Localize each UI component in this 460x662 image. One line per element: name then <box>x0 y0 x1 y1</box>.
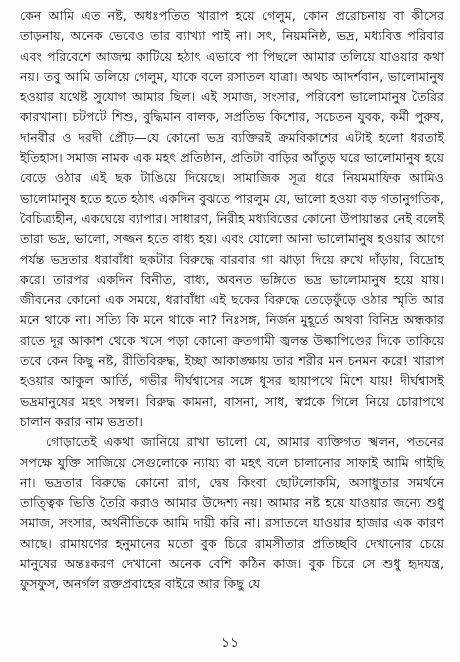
paragraph-1: কেন আমি এত নষ্ট, অধঃপতিত খারাপ হয়ে গেলুম, কোন প্ররোচনায় বা কীসের তাড়নায়, অনেক ভেবেও তার ব্যাখ্যা পাই না। সৎ, নিয়মনিষ্ঠ, ভদ্র, মধ্যবিত্ত পরিবার এবং পরিবেশে আজন্ম কাটিয়ে হঠাৎ এভাবে পা পিছলে আমার তলিয়ে যাওয়ার কথা নয়। তবু আমি তলিয়ে গেলুম, যাকে বলে রসাতল যাত্রা। অথচ আদর্শবান, ভালোমানুষ হওয়ার যথেষ্ট সুযোগ আমার ছিল। এই সমাজ, সংসার, পরিবেশ ভালোমানুষ তৈরির কারখানা। চটপটে শিশু, বুদ্ধিমান বালক, সপ্রতিভ কিশোর, সচেতন যুবক, কর্মী পুরুষ, দানবীর ও দরদী প্রৌঢ়—যে কোনো ভদ্র ব্যক্তিরই ক্রমবিকাশের এটাই হলো ধরতাই ইতিহাস। সমাজ নামক এক মহৎ প্রতিষ্ঠান, প্রতিটা বাড়ির আঁতুড় ঘরে ভালোমানুষ হয়ে বেড়ে ওঠার এই ছক টাঙিয়ে দিয়েছে। সামাজিক সূত্র ধরে নিয়মমাফিক আমিও ভালোমানুষ হতে হতে হঠাৎ একদিন বুঝতে পারলুম যে, ভালো হওয়া বড় গতানুগতিক, বৈচিত্র্যহীন, একঘেয়ে ব্যাপার। সাধারণ, নিরীহ মধ্যবিত্তের কোনো উপায়ান্তর নেই বলেই তারা ভদ্র, ভালো, সজ্জন হতে বাধ্য হয়। এবং যোলো আনা ভালোমানুষ হওয়ার আগে পর্যন্ত ভদ্রতার ধরাবাঁধা ছকটার বিরুদ্ধে বারবার গা ঝাড়া দিয়ে রুখে দাঁড়ায়, বিদ্রোহ করে। তারপর একদিন বিনীত, বাধ্য, অবনত ভঙ্গিতে ভদ্র ভালোমানুষ হয়ে যায়। জীবনের কোনো এক সময়ে, ধরাবাঁধা এই ছকের বিরুদ্ধে তেড়েফুঁড়ে ওঠার স্মৃতি আর মনে থাকে না। সত্যি কি মনে থাকে না? নিঃসঙ্গ, নির্জন মুহূর্তে অথবা বিনিদ্র অন্ধকার রাতে দূর আকাশ থেকে খসে পড়া কোনো ক্রতগামী জ্বলন্ত উল্কাপিণ্ডের দিকে তাকিয়ে তবে কেন কিছু নষ্ট, রীতিবিরুদ্ধ, ইচ্ছা আকাঙ্ক্ষায় তার শরীর মন চনমন করে! খারাপ হওয়ার আকুল আর্তি, গভীর দীর্ঘশ্বাসের সঙ্গে ধূসর ছায়াপথে মিশে যায়! দীর্ঘশ্বাসই ভদ্রমানুষের মহৎ সম্বল। বিরুদ্ধ কামনা, বাসনা, সাধ, স্বপ্নকে গিলে নিয়ে চোরাপথে চালান করার নাম ভদ্রতা। <box>20 8 444 429</box>
body-text <box>20 6 444 595</box>
paragraph-2: গোড়াতেই একথা জানিয়ে রাখা ভালো যে, আমার ব্যক্তিগত স্খলন, পতনের সপক্ষে যুক্তি সাজিয়ে সেগুলোকে ন্যায্য বা মহৎ বলে চালানোর সাফাই আমি গাইছি না। ভদ্রতার বিরুদ্ধে কোনো রাগ, দ্বেষ কিংবা ছোটলোকমি, অসাধুতার সমর্থনে তাত্ত্বিক ভিত্তি তৈরি করাও আমার উদ্দেশ্য নয়। আমার নষ্ট হয়ে যাওয়ার জন্যে শুধু সমাজ, সংসার, অর্থনীতিকে আমি দায়ী করি না। রসাতলে যাওয়ার হাজার এক কারণ আছে। রামায়ণের হনুমানের মতো বুক চিরে রামসীতার প্রতিচ্ছবি দেখানোর চেয়ে মানুষের অন্তঃকরণ দেখানো অনেক বেশি কঠিন কাজ। বুক চিরে সে শুধু হৃদযন্ত্র, ফুসফুস, অনর্গল রক্তপ্রবাহের বাইরে আর কিছু যে <box>20 434 444 592</box>
page-number: ১১ <box>220 635 240 651</box>
